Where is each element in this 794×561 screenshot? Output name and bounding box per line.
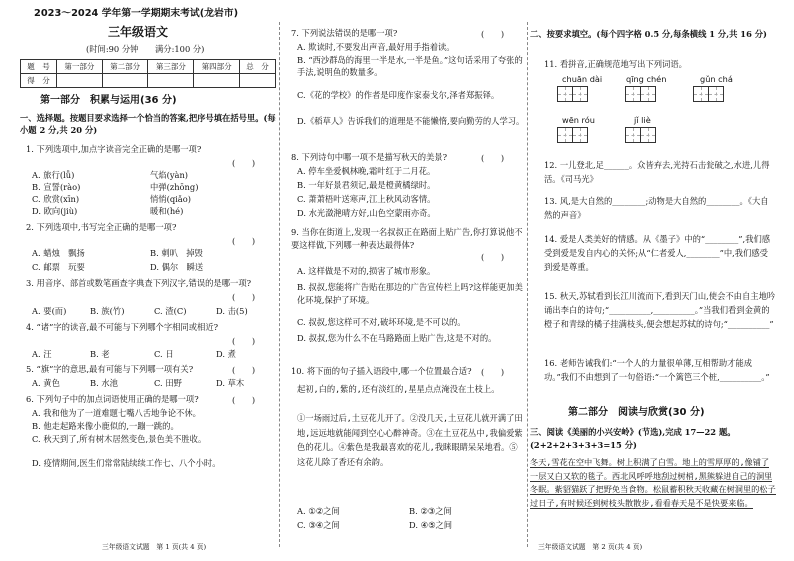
q1-option-c: C. 欣赏(xīn) [32, 194, 80, 204]
q9-option-c: C. 叔叔,您这样可不对,破坏环境,是不可以的。 [297, 317, 466, 327]
q2-stem: 2. 下列选项中,书写完全正确的是哪一项? [26, 222, 177, 232]
q8-stem: 8. 下列诗句中哪一项不是描写秋天的美景? [291, 152, 448, 162]
q5-option-c: C. 田野 [154, 378, 182, 388]
q10-option-b: B. ②③之间 [409, 506, 452, 516]
q10-option-c: C. ③④之间 [297, 520, 340, 530]
score-header-cell: 第一部分 [56, 60, 102, 74]
answer-bracket[interactable]: ( ) [232, 236, 256, 246]
q1-option-a2: 气焰(yàn) [150, 170, 189, 180]
writing-grid-5[interactable] [626, 127, 656, 143]
column-middle [283, 0, 525, 561]
q1-option-b: B. 宣誓(rào) [32, 182, 81, 192]
pinyin-label: jǐ liè [634, 115, 651, 125]
q7-option-c: C.《花的学校》的作者是印度作家泰戈尔,泽者郑振铎。 [297, 90, 500, 100]
q8-option-a: A. 停车坐爱枫林晚,霜叶红于二月花。 [297, 166, 436, 176]
passage-text: 冬天,雪花在空中飞舞。树上积满了白雪。地上的雪厚厚的,像铺了一层又白又软的毯子。西北风呼呼地刮过树梢,黑熊躲进自己的洞里冬眠。紫貂猫跃了把野免当食物。松鼠蓄积秋天收藏在树洞里的松子过日子,有时候还到树枝头散散步,看看春天是不是快要来临。 [530, 457, 776, 508]
q3-option-c: C. 渣(C) [154, 306, 187, 316]
answer-bracket[interactable]: ( ) [232, 158, 256, 168]
q8-option-c: C. 萧萧梧叶送寒声,江上秋风动客情。 [297, 194, 436, 204]
section3-instruction: 三、阅读《美丽的小兴安岭》(节选),完成 17—22 题。(2+2+2+3+3+3=15 分) [530, 427, 736, 450]
q1-option-c2: 悄悄(qiǎo) [150, 194, 191, 204]
q2-option-c: C. 邮票 玩要 [32, 262, 85, 272]
q4-option-d: D. 煮 [216, 349, 236, 359]
q1-stem: 1. 下列选项中,加点字读音完全正确的是哪一项? [26, 144, 202, 154]
writing-grid-1[interactable] [558, 86, 588, 102]
q10-insert-sentence: 起初,白的,紫的,还有淡红的,星星点点淹没在土枝上。 [297, 384, 500, 394]
pinyin-label: gǔn chá [700, 74, 733, 84]
column-left [20, 0, 276, 561]
part1-title: 第一部分 积累与运用(36 分) [40, 95, 177, 106]
score-cell[interactable] [148, 74, 194, 88]
q4-stem: 4. “诸”字的读音,最不可能与下列哪个字相同或相近? [26, 322, 219, 332]
answer-bracket[interactable]: ( ) [481, 252, 505, 262]
q4-option-b: B. 老 [90, 349, 110, 359]
score-cell[interactable] [56, 74, 102, 88]
exam-title: 2023～2024 学年第一学期期末考试(龙岩市) [34, 8, 239, 19]
q7-option-a: A. 欺读时,不要发出声音,最好用手指着读。 [297, 42, 455, 52]
q3-stem: 3. 用音序、部首或数笔画查字典查下列汉字,错误的是哪一项? [26, 278, 252, 288]
q1-option-b2: 中弹(zhōng) [150, 182, 199, 192]
q2-option-a: A. 蜡烛 飘扬 [32, 248, 85, 258]
subject-title: 三年级语文 [108, 25, 169, 39]
pinyin-label: chuān dài [562, 74, 603, 84]
answer-bracket[interactable]: ( ) [481, 153, 505, 163]
column-divider [527, 22, 528, 547]
page-footer-1: 三年级语文试题 第 1 页(共 4 页) [102, 543, 207, 551]
q7-stem: 7. 下列说法错误的是哪一项? [291, 28, 398, 38]
q12-text[interactable]: 12. 一儿登北,足______。众皆弃去,光持石击瓮破之,水进,儿得活。《司马光》 [544, 160, 770, 184]
q8-option-b: B. 一年好景君须记,最是橙黄橘绿时。 [297, 180, 436, 190]
q4-option-a: A. 汪 [32, 349, 52, 359]
q15-text[interactable]: 15. 秋天,苏轼看到长江川流而下,看到天门山,使会不由自主地吟诵出李白的诗句;“__________,__________。”当我们看到金黄的橙子和青绿的橘子挂满枝头,便会想起苏轼的诗句;“__________” [544, 291, 776, 329]
q9-option-b: B. 叔叔,您能将广告贴在那边的广告宣传栏上吗?这样能更加美化环境,保护了环境。 [297, 282, 523, 305]
q10-option-d: D. ④⑤之间 [409, 520, 453, 530]
q9-stem: 9. 当你在街道上,发现一名叔叔正在路面上贴广告,你打算说他不要这样做,下列哪一种表达最得体? [291, 227, 523, 250]
q6-option-b: B. 他走起路来像小鹿似的,一蹦一跳的。 [32, 421, 179, 431]
q5-option-a: A. 黄色 [32, 378, 60, 388]
writing-grid-3[interactable] [694, 86, 724, 102]
writing-grid-2[interactable] [626, 86, 656, 102]
part2-title: 第二部分 阅读与欣赏(30 分) [568, 407, 705, 418]
score-cell[interactable] [240, 74, 276, 88]
q16-text[interactable]: 16. 老师告诫我们:“一个人的力量很单薄,互相帮助才能成功。”我们不由想到了一句俗语:“一个篱笆三个桩,__________。” [544, 358, 770, 382]
q13-text[interactable]: 13. 风,是大自然的________;动物是大自然的________。《大自然的声音》 [544, 196, 769, 220]
q5-stem: 5. “旗”字的意思,最有可能与下列哪一项有关? [26, 364, 194, 374]
q6-option-d: D. 疫情期间,医生们常常陆续续工作七、八个小时。 [32, 458, 221, 468]
page-footer-2: 三年级语文试题 第 2 页(共 4 页) [538, 543, 643, 551]
score-cell[interactable] [194, 74, 240, 88]
q2-option-d: D. 偶尔 瞬送 [150, 262, 204, 272]
score-cell[interactable] [102, 74, 148, 88]
q6-option-a: A. 我和他为了一道难题七嘴八舌地争论不休。 [32, 408, 201, 418]
page-divider [279, 22, 280, 547]
q10-stem: 10. 将下面的句子插入语段中,哪一个位置最合适? [291, 366, 472, 376]
q11-stem: 11. 看拼音,正确规范地写出下列词语。 [544, 59, 687, 69]
q2-option-b: B. 刺叭 掉毁 [150, 248, 203, 258]
q14-text[interactable]: 14. 爱是人类美好的情感。从《墨子》中的“________”,我们感受到爱是发自内心的关怀;从“仁者爱人,________”中,我们感受到爱是尊重。 [544, 234, 771, 272]
section2-instruction: 二、按要求填空。(每个四字格 0.5 分,每条横线 1 分,共 16 分) [530, 29, 767, 39]
section1-instruction: 一、选择题。按题目要求选择一个恰当的答案,把序号填在括号里。(每小题 2 分,共 20 分) [20, 113, 276, 135]
q10-paragraph: ①一场雨过后,土豆花儿开了。②没几天,土豆花儿就开满了田地,远远地就能闻到空心心醉神奇。③在土豆花丛中,我偏爱紫色的花儿。④紫色是我最喜欢的花儿,我眯眼睛呆呆地看。⑤这花儿除了香还有余韵。 [297, 413, 523, 467]
answer-bracket[interactable]: ( ) [232, 395, 256, 405]
q6-stem: 6. 下列句子中的加点词语使用正确的是哪一项? [26, 394, 199, 404]
score-header-cell: 总 分 [240, 60, 276, 74]
answer-bracket[interactable]: ( ) [232, 365, 256, 375]
writing-grid-4[interactable] [558, 127, 588, 143]
q9-option-d: D. 叔叔,您为什么不在马路路面上贴广告,这是不对的。 [297, 333, 497, 343]
pinyin-label: wēn róu [562, 115, 595, 125]
pinyin-label: qīng chén [626, 74, 667, 84]
answer-bracket[interactable]: ( ) [232, 292, 256, 302]
q8-option-d: D. 水光潋滟晴方好,山色空蒙雨亦奇。 [297, 208, 436, 218]
score-header-cell: 题 号 [21, 60, 57, 74]
score-row-label: 得 分 [21, 74, 57, 88]
q9-option-a: A. 这样做是不对的,损害了城市形象。 [297, 266, 436, 276]
answer-bracket[interactable]: ( ) [481, 367, 505, 377]
score-header-cell: 第四部分 [194, 60, 240, 74]
reading-passage [530, 456, 776, 510]
score-table [20, 59, 276, 88]
q3-option-a: A. 要(而) [32, 306, 67, 316]
q7-option-b: B. “西沙群岛的海里一半是水,一半是鱼。”这句话采用了夸张的手法,说明鱼的数量多。 [297, 55, 523, 77]
answer-bracket[interactable]: ( ) [481, 29, 505, 39]
column-right [530, 0, 776, 561]
q1-option-d2: 暖和(hé) [150, 206, 184, 216]
exam-info: (时间:90 分钟 满分:100 分) [86, 44, 205, 54]
q3-option-d: D. 击(5) [216, 306, 248, 316]
q7-option-d: D.《稻草人》告诉我们的道理是不能懒惰,要向勤劳的人学习。 [297, 116, 525, 126]
q6-option-c: C. 秋天到了,所有树木居然变色,景色美不胜收。 [32, 434, 207, 444]
answer-bracket[interactable]: ( ) [232, 336, 256, 346]
q3-option-b: B. 族(竹) [90, 306, 125, 316]
score-header-cell: 第二部分 [102, 60, 148, 74]
score-header-cell: 第三部分 [148, 60, 194, 74]
q4-option-c: C. 日 [154, 349, 174, 359]
q1-option-a: A. 旅行(lǚ) [32, 170, 75, 180]
q5-option-b: B. 水池 [90, 378, 118, 388]
q10-option-a: A. ①②之间 [297, 506, 340, 516]
q1-option-d: D. 欧向(jiù) [32, 206, 78, 216]
q5-option-d: D. 草木 [216, 378, 245, 388]
